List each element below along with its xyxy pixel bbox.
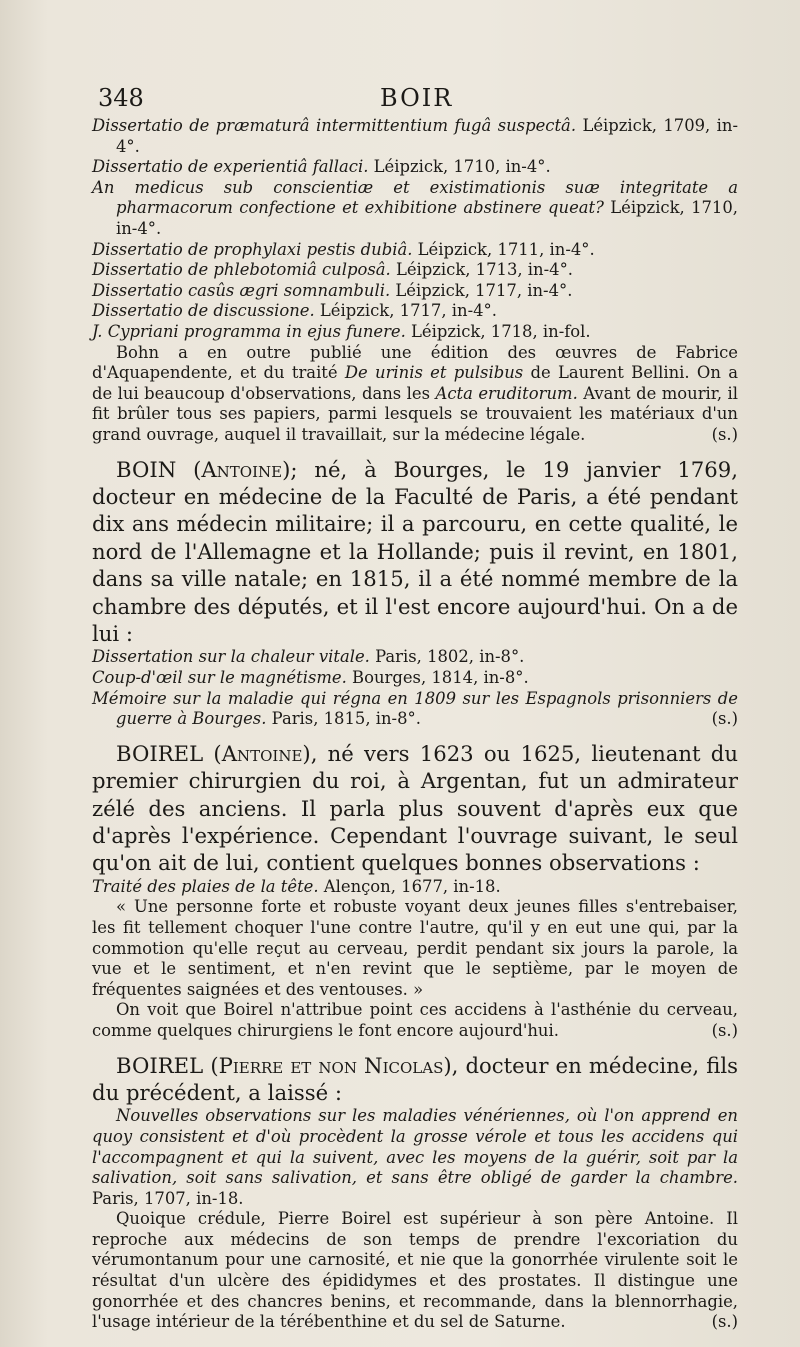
quotation: « Une personne forte et robuste voyant deux jeunes filles s'entrebaiser, les fit tellement choquer l'une contre l'autre, qu'il y en eut une qui, par la commotion qu'elle reçut au cerveau, perdit pendant six jours la parole, la vue et le sentiment, et n'en revint que le septième, par le moyen de fréquentes saignées et des ventouses. » (92, 897, 738, 999)
article-body: ; né, à Bourges, le 19 janvier 1769, docteur en médecine de la Faculté de Paris, a été pendant dix ans médecin militaire; il a parcouru, en cette qualité, le nord de l'Allemagne et la Hollande; puis il revint, en 1801, dans sa ville natale; en 1815, il a été nommé membre de la chambre des députés, et il l'est encore aujourd'hui. On a de lui : (92, 456, 738, 646)
bibliography-entry: Dissertatio de prophylaxi pestis dubiâ. Léipzick, 1711, in-4°. (92, 239, 595, 259)
bibliography-entry: Coup-d'œil sur le magnétisme. Bourges, 1814, in-8°. (92, 667, 529, 687)
article-headword: BOIREL (116, 740, 204, 766)
bibliography-entry: Dissertatio de phlebotomiâ culposâ. Léipzick, 1713, in-4°. (92, 260, 573, 280)
article-forename: (Antoine) (193, 456, 291, 482)
page-content (92, 116, 738, 1333)
signature: (s.) (711, 1020, 738, 1040)
bohn-note: Bohn a en outre publié une édition des œuvres de Fabrice d'Aquapendente, et du traité De urinis et pulsibus de Laurent Bellini. On a de lui beaucoup d'observations, dans les Acta eruditorum. Avant de mourir, il fit brûler tous ses papiers, parmi lesquels se trouvaient les matériaux d'un grand ouvrage, auquel il travaillait, sur la médecine légale. (s.) (92, 342, 738, 444)
bibliography-entry: Dissertatio casûs ægri somnambuli. Léipzick, 1717, in-4°. (92, 280, 573, 300)
article-boirel-pierre (92, 1052, 738, 1107)
bibliography-entry: Dissertatio de experientiâ fallaci. Léipzick, 1710, in-4°. (92, 157, 551, 177)
page-header (98, 82, 696, 114)
bohn-works (92, 116, 738, 446)
article-boirel-antoine (92, 740, 738, 877)
signature: (s.) (711, 709, 738, 729)
article-boin (92, 456, 738, 648)
article-note: Quoique crédule, Pierre Boirel est supérieur à son père Antoine. Il reproche aux médecins de son temps de prendre l'excoriation du vérumontanum pour une carnosité, et nie que la gonorrhée virulente soit le résultat d'un ulcère des épididymes et des prostates. Il distingue une gonorrhée et des chancres benins, et recommande, dans la blennorrhagie, l'usage intérieur de la térébenthine et du sel de Saturne. (s.) (92, 1209, 738, 1332)
article-headword: BOIN (116, 456, 177, 482)
bibliography-entry: J. Cypriani programma in ejus funere. Léipzick, 1718, in-fol. (92, 321, 591, 341)
bibliography-entry: Traité des plaies de la tête. Alençon, 1677, in-18. (92, 876, 501, 896)
signature: (s.) (711, 424, 738, 444)
article-forename: (Pierre et non Nicolas) (210, 1052, 452, 1078)
page-number: 348 (98, 84, 144, 112)
bibliography-entry: Dissertatio de præmaturâ intermittentium fugâ suspectâ. Léipzick, 1709, in-4°. (92, 116, 739, 156)
bibliography-entry: An medicus sub conscientiæ et existimationis suæ integritate a pharmacorum confectione et exhibitione abstinere queat? Léipzick, 1710, in-4°. (92, 177, 738, 238)
signature: (s.) (711, 1312, 738, 1332)
article-body: , né vers 1623 ou 1625, lieutenant du premier chirurgien du roi, à Argentan, fut un admirateur zélé des anciens. Il parla plus souvent d'après eux que d'après l'expérience. Cependant l'ouvrage suivant, le seul qu'on ait de lui, contient quelques bonnes observations : (92, 740, 738, 876)
boirel-antoine-details (92, 877, 738, 1042)
boirel-pierre-details (92, 1106, 738, 1333)
article-forename: (Antoine) (213, 740, 311, 766)
article-note: On voit que Boirel n'attribue point ces accidens à l'asthénie du cerveau, comme quelques chirurgiens le font encore aujourd'hui. (s.) (92, 1000, 738, 1040)
article-body: , docteur en médecine, fils du précédent, a laissé : (92, 1052, 738, 1105)
article-headword: BOIREL (116, 1052, 204, 1078)
bibliography-entry: Nouvelles observations sur les maladies vénériennes, où l'on apprend en quoy consistent et d'où procèdent la grosse vérole et tous les accidens qui l'accompagnent et qui la suivent, avec les moyens de la guérir, soit par la salivation, soit sans salivation, et sans être obligé de garder la chambre. Paris, 1707, in-18. (92, 1106, 738, 1208)
bibliography-entry: Mémoire sur la maladie qui régna en 1809 sur les Espagnols prisonniers de guerre à Bourges. Paris, 1815, in-8°. (s.) (92, 688, 738, 729)
running-head: BOIR (380, 84, 454, 112)
bibliography-entry: Dissertatio de discussione. Léipzick, 1717, in-4°. (92, 301, 497, 321)
boin-works (92, 647, 738, 729)
bibliography-entry: Dissertation sur la chaleur vitale. Paris, 1802, in-8°. (92, 647, 525, 667)
